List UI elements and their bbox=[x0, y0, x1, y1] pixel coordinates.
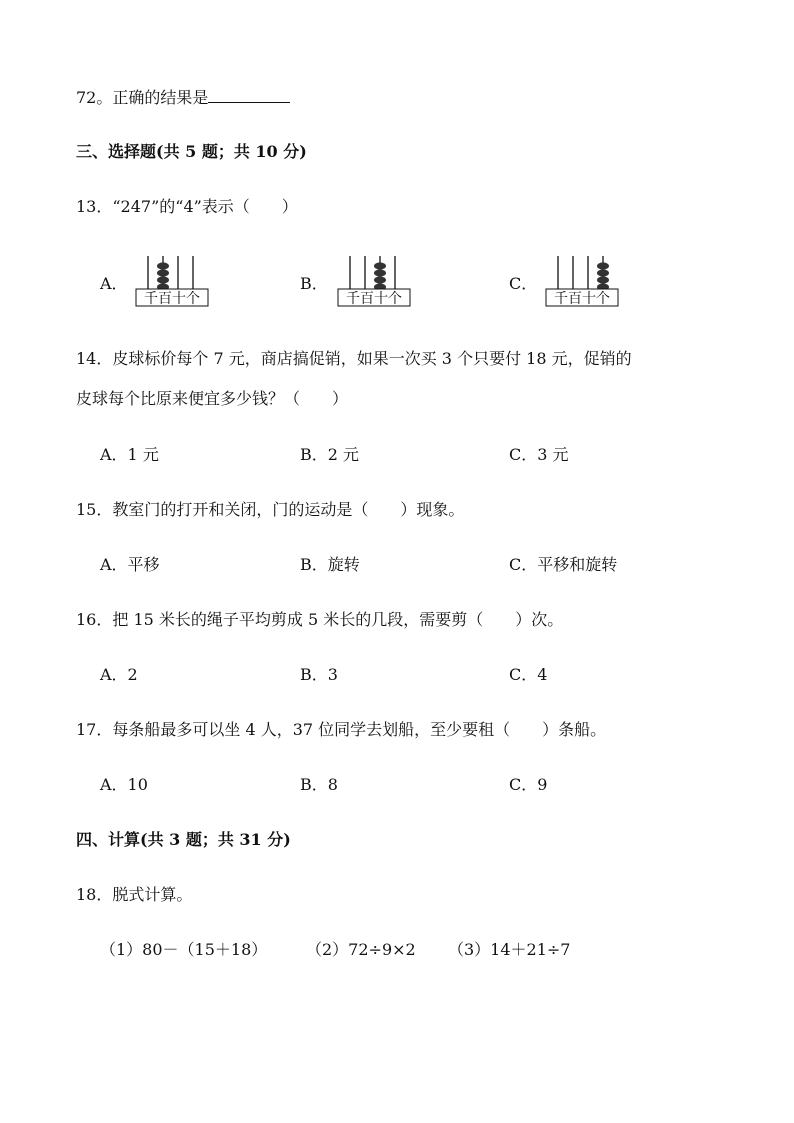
q15-option-b[interactable]: B．旋转 bbox=[300, 555, 360, 574]
abacus-b-place-labels: 千百十个 bbox=[346, 291, 402, 307]
q15-option-a[interactable]: A．平移 bbox=[100, 555, 160, 574]
q14-option-b[interactable]: B．2 元 bbox=[300, 445, 360, 464]
q17-option-a[interactable]: A．10 bbox=[100, 775, 148, 794]
q18-item-3: （3）14＋21÷7 bbox=[448, 940, 571, 959]
q15-option-c[interactable]: C．平移和旋转 bbox=[509, 555, 618, 574]
answer-blank[interactable] bbox=[208, 88, 290, 103]
q14-option-c[interactable]: C．3 元 bbox=[509, 445, 569, 464]
q15-stem: 15．教室门的打开和关闭，门的运动是（ ）现象。 bbox=[76, 500, 465, 519]
q13-option-a-abacus[interactable] bbox=[134, 252, 210, 308]
abacus-c-drawing bbox=[544, 252, 620, 308]
q14-option-a[interactable]: A．1 元 bbox=[100, 445, 159, 464]
fill-in-text: 72。正确的结果是 bbox=[76, 88, 209, 107]
q13-option-c-label[interactable]: C． bbox=[509, 274, 538, 293]
q18-stem: 18．脱式计算。 bbox=[76, 885, 193, 904]
q14-stem-line-2: 皮球每个比原来便宜多少钱？（ ） bbox=[76, 389, 349, 408]
abacus-b-drawing bbox=[336, 252, 412, 308]
q13-option-b-abacus[interactable] bbox=[336, 252, 412, 308]
abacus-a-drawing bbox=[134, 252, 210, 308]
q13-option-b-label[interactable]: B． bbox=[300, 274, 328, 293]
q13-option-c-abacus[interactable] bbox=[544, 252, 620, 308]
q13-option-a-label[interactable]: A． bbox=[100, 274, 128, 293]
q16-option-b[interactable]: B．3 bbox=[300, 665, 338, 684]
q13-stem: 13．“247”的“4”表示（ ） bbox=[76, 197, 298, 216]
abacus-c-place-labels: 千百十个 bbox=[554, 291, 610, 307]
section-4-title: 四、计算(共 3 题；共 31 分) bbox=[76, 830, 291, 849]
q16-option-a[interactable]: A．2 bbox=[100, 665, 138, 684]
section-3-title: 三、选择题(共 5 题；共 10 分) bbox=[76, 142, 307, 161]
q18-item-1: （1）80－（15＋18） bbox=[100, 940, 268, 959]
q18-item-2: （2）72÷9×2 bbox=[306, 940, 416, 959]
q17-option-b[interactable]: B．8 bbox=[300, 775, 338, 794]
q14-stem-line-1: 14．皮球标价每个 7 元，商店搞促销，如果一次买 3 个只要付 18 元，促销的 bbox=[76, 349, 632, 368]
fill-in-line bbox=[76, 88, 290, 108]
abacus-a-place-labels: 千百十个 bbox=[144, 291, 200, 307]
q17-option-c[interactable]: C．9 bbox=[509, 775, 548, 794]
q16-stem: 16．把 15 米长的绳子平均剪成 5 米长的几段，需要剪（ ）次。 bbox=[76, 610, 564, 629]
q16-option-c[interactable]: C．4 bbox=[509, 665, 548, 684]
q17-stem: 17．每条船最多可以坐 4 人，37 位同学去划船，至少要租（ ）条船。 bbox=[76, 720, 607, 739]
